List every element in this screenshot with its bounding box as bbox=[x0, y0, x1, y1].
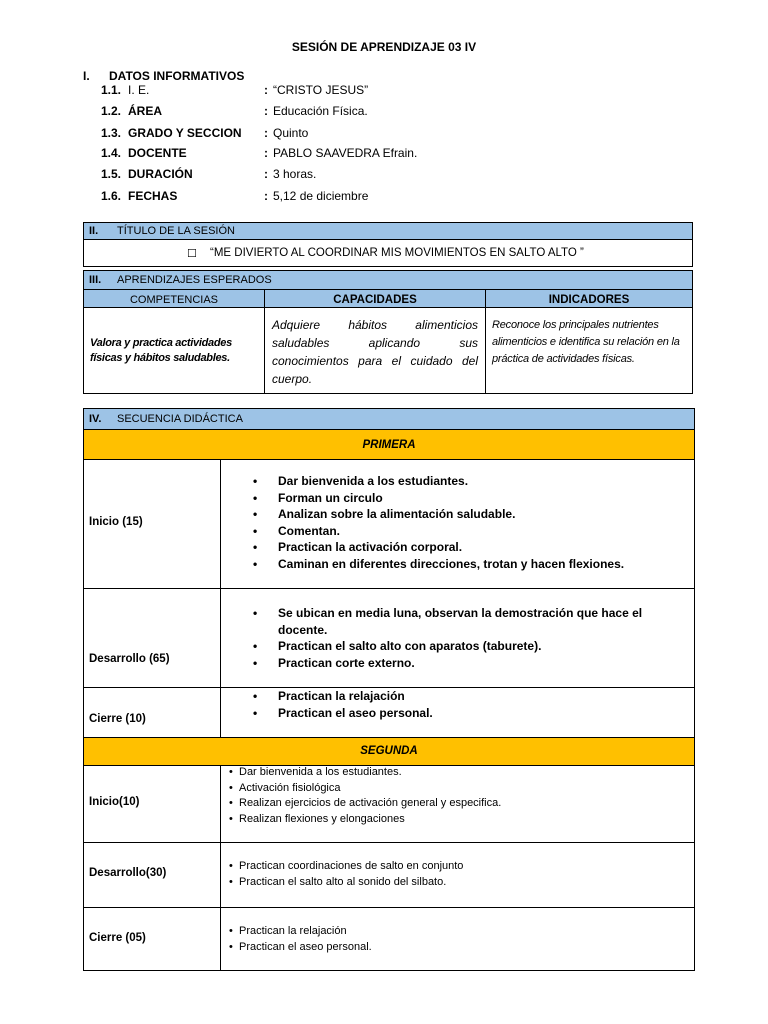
list-item: • Practican el salto alto al sonido del silbato. bbox=[221, 875, 691, 891]
column-header-competencias: COMPETENCIAS bbox=[83, 289, 265, 308]
row-label: I. E. bbox=[128, 83, 150, 97]
row-colon: : bbox=[264, 189, 268, 203]
section4-number: IV. bbox=[89, 413, 102, 425]
list-item: • Practican el salto alto con aparatos (taburete). bbox=[221, 638, 661, 655]
section3-title: APRENDIZAJES ESPERADOS bbox=[117, 274, 272, 286]
row-colon: : bbox=[264, 146, 268, 160]
primera-inicio-label-cell bbox=[83, 459, 221, 589]
list-item: • Practican la relajación bbox=[221, 688, 691, 705]
row-label: GRADO Y SECCION bbox=[128, 126, 242, 140]
row-colon: : bbox=[264, 167, 268, 181]
session-title-box bbox=[83, 239, 693, 267]
row-num: 1.1. bbox=[101, 83, 122, 97]
segunda-inicio-label-cell bbox=[83, 765, 221, 843]
segunda-cierre-label-cell bbox=[83, 907, 221, 971]
primera-banner bbox=[83, 429, 695, 460]
section3-number: III. bbox=[89, 274, 102, 286]
competencia-text: Valora y practica actividades físicas y hábitos saludables. bbox=[90, 337, 232, 364]
list-item: • Realizan ejercicios de activación general y especifica. bbox=[221, 796, 691, 812]
segunda-inicio-content bbox=[220, 765, 695, 843]
list-item: • Practican el aseo personal. bbox=[221, 705, 691, 722]
row-label: DOCENTE bbox=[128, 146, 187, 160]
row-num: 1.2. bbox=[101, 104, 122, 118]
segunda-label: SEGUNDA bbox=[360, 745, 418, 757]
primera-cierre-label: Cierre (10) bbox=[89, 713, 146, 725]
primera-desarrollo-label: Desarrollo (65) bbox=[89, 653, 170, 665]
row-value: PABLO SAAVEDRA Efrain. bbox=[273, 146, 418, 160]
primera-desarrollo-label-cell bbox=[83, 588, 221, 688]
indicador-text: Reconoce los principales nutrientes alimenticios e identifica su relación en la práctica de actividades físicas. bbox=[492, 319, 680, 365]
row-label: DURACIÓN bbox=[128, 167, 193, 181]
primera-cierre-label-cell bbox=[83, 687, 221, 738]
row-value: 3 horas. bbox=[273, 167, 317, 181]
section2-title: TÍTULO DE LA SESIÓN bbox=[117, 225, 235, 237]
segunda-cierre-label: Cierre (05) bbox=[89, 932, 146, 944]
list-item: • Dar bienvenida a los estudiantes. bbox=[221, 765, 691, 781]
session-title: “ME DIVIERTO AL COORDINAR MIS MOVIMIENTOS EN SALTO ALTO ” bbox=[210, 247, 584, 259]
list-item: • Activación fisiológica bbox=[221, 781, 691, 797]
competencia-cell bbox=[83, 307, 265, 394]
segunda-desarrollo-content bbox=[220, 842, 695, 908]
list-item: • Caminan en diferentes direcciones, trotan y hacen flexiones. bbox=[221, 556, 691, 573]
primera-inicio-content bbox=[220, 459, 695, 589]
primera-label: PRIMERA bbox=[362, 439, 416, 451]
segunda-cierre-content bbox=[220, 907, 695, 971]
row-value: Quinto bbox=[273, 126, 309, 140]
section3-header bbox=[83, 270, 693, 290]
indicador-cell bbox=[485, 307, 693, 394]
list-item: • Comentan. bbox=[221, 523, 691, 540]
section4-header bbox=[83, 408, 695, 430]
row-value: 5,12 de diciembre bbox=[273, 189, 369, 203]
capacidad-text: Adquiere hábitos alimenticios saludables aplicando sus conocimientos para el cuidado del cuerpo. bbox=[272, 318, 478, 386]
list-item: • Practican la activación corporal. bbox=[221, 539, 691, 556]
column-header-capacidades: CAPACIDADES bbox=[264, 289, 486, 308]
row-label: ÁREA bbox=[128, 104, 163, 118]
section2-number: II. bbox=[89, 225, 99, 237]
row-value: “CRISTO JESUS” bbox=[273, 83, 369, 97]
page-title: SESIÓN DE APRENDIZAJE 03 IV bbox=[291, 40, 477, 54]
segunda-desarrollo-label: Desarrollo(30) bbox=[89, 867, 167, 879]
primera-inicio-label: Inicio (15) bbox=[89, 516, 143, 528]
row-colon: : bbox=[264, 104, 268, 118]
column-header-indicadores: INDICADORES bbox=[485, 289, 693, 308]
list-item: • Practican el aseo personal. bbox=[221, 940, 691, 956]
row-num: 1.6. bbox=[101, 189, 122, 203]
section4-title: SECUENCIA DIDÁCTICA bbox=[117, 413, 243, 425]
row-colon: : bbox=[264, 83, 268, 97]
segunda-desarrollo-label-cell bbox=[83, 842, 221, 908]
capacidad-cell bbox=[264, 307, 486, 394]
list-item: • Se ubican en media luna, observan la demostración que hace el docente. bbox=[221, 605, 661, 638]
list-item: • Forman un circulo bbox=[221, 490, 691, 507]
section1-number: I. bbox=[83, 69, 90, 83]
row-colon: : bbox=[264, 126, 268, 140]
primera-cierre-content bbox=[220, 687, 695, 738]
segunda-inicio-label: Inicio(10) bbox=[89, 796, 140, 808]
segunda-banner bbox=[83, 737, 695, 766]
checkbox-icon: ☐ bbox=[187, 248, 197, 260]
primera-desarrollo-content bbox=[220, 588, 695, 688]
section2-header bbox=[83, 222, 693, 240]
row-num: 1.3. bbox=[101, 126, 122, 140]
list-item: • Practican corte externo. bbox=[221, 655, 661, 672]
row-label: FECHAS bbox=[128, 189, 178, 203]
list-item: • Dar bienvenida a los estudiantes. bbox=[221, 473, 691, 490]
row-num: 1.5. bbox=[101, 167, 122, 181]
section1-title: DATOS INFORMATIVOS bbox=[109, 69, 245, 83]
list-item: • Practican coordinaciones de salto en conjunto bbox=[221, 859, 691, 875]
row-value: Educación Física. bbox=[273, 104, 368, 118]
list-item: • Analizan sobre la alimentación saludable. bbox=[221, 506, 691, 523]
row-num: 1.4. bbox=[101, 146, 122, 160]
list-item: • Realizan flexiones y elongaciones bbox=[221, 812, 691, 828]
list-item: • Practican la relajación bbox=[221, 924, 691, 940]
